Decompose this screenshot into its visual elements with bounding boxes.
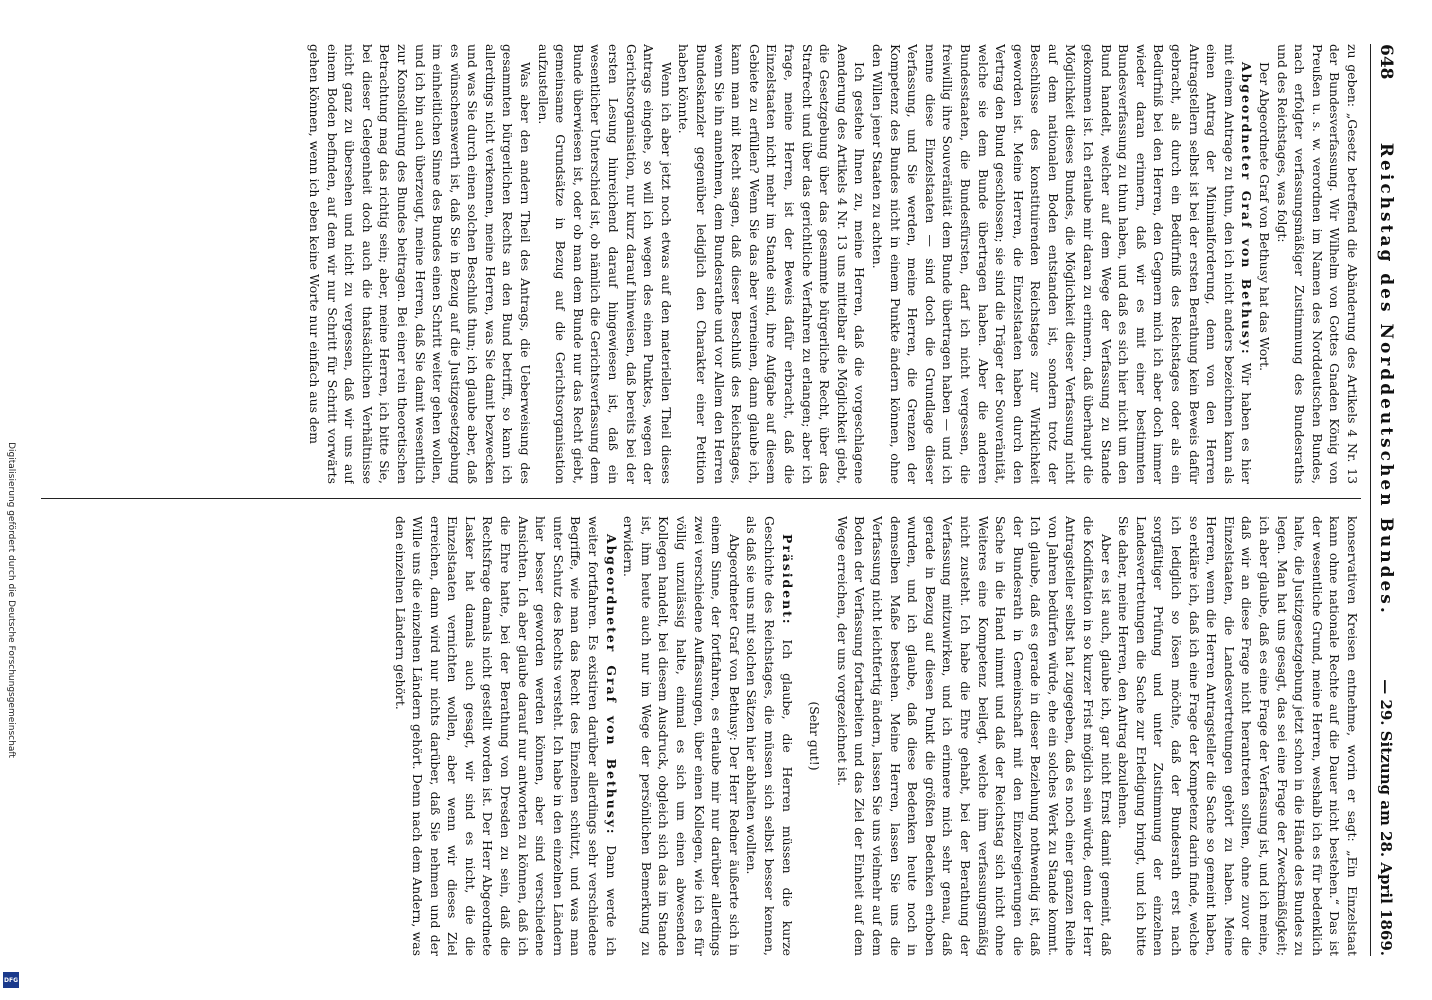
speech-text: Dann werde ich weiter fortfahren. Es existiren darüber allerdings sehr verschiedene Begriffe, wie man das Recht des Einzelnen schützt, und was man unter Schutz des Rechts versteht. Ich habe in den einzelnen Ländern hier besser geworden werden können, aber sind verschiedene Ansichten. Ich aber glaube darauf nur antworten zu können, daß ich die Ehre hatte, bei der Berathung von Dresden zu sein, daß die Rechtsfrage damals nicht gestellt worden ist. Der Herr Abgeordnete Lasker hat damals auch gesagt, wir sind es nicht, die die Einzelstaaten vernichten wollen, aber wenn wir dieses Ziel erreichen, dann wird nur nichts darüber, daß Sie nehmen und der Wille uns die einzelnen Ländern gehört. Denn nach dem Andern, was den einzelnen Ländern gehört.: [392, 516, 619, 956]
paragraph: [868, 44, 1255, 484]
speech-text: Ich glaube, die Herren müssen die kurze Geschichte des Reichstages, die müssen sich selbst besser kennen, als daß sie uns mit solchen Sätzen hier abhalten wollten.: [744, 516, 795, 956]
page-header: [1370, 44, 1401, 956]
paragraph: Ich gestehe Ihnen zu, meine Herren, daß die vorgeschlagene Aenderung des Artikels 4 Nr. 13 uns mittelbar die Möglichkeit giebt, die Gesetzgebung über das gesammte bürgerliche Recht, über das Strafrecht und über das gerichtliche Verfahren zu erlangen; aber ich frage, meine Herren, ist der Beweis dafür erbracht, daß die Einzelstaaten nicht mehr im Stande sind, ihre Aufgabe auf diesem Gebiete zu erfüllen? Wenn Sie das aber verneinen, dann glaube ich, kann man mit Recht sagen, daß dieser Beschluß des Reichstages, wenn Sie ihn annehmen, dem Bundesrathe und vor Allem den Herren Bundeskanzler gegenüber lediglich den Charakter einer Petition haben könnte.: [676, 44, 868, 484]
paragraph: [391, 516, 620, 956]
paragraph: zu geben: „Gesetz betreffend die Abänderung des Artikels 4 Nr. 13 der Bundesverfassung. Wir Wilhelm von Gottes Gnaden König von Preußen u. s. w. verordnen im Namen des Norddeutschen Bundes, nach erfolgter verfassungsmäßiger Zustimmung des Bundesraths und des Reichstages, was folgt:: [1274, 44, 1360, 484]
interjection: (Sehr gut!): [807, 701, 823, 771]
paragraph: Abgeordneter Graf von Bethusy: Der Herr Redner äußerte sich in einem Sinne, der fortfahren, es erlaube mir nur darüber allerdings zwei verschiedene Auffassungen, über einen Kollegen, wie ich es für völlig unzulässig halte, einmal es sich um einen abwesenden Kollegen handelt, bei diesem Ausdruck, obgleich sich das im Stande ist, ihm heute auch nur im Wege der persönlichen Bemerkung zu erwidern.: [621, 516, 742, 956]
dfg-credit-note: Digitalisierung gefördert durch die Deutsche Forschungsgemeinschaft: [6, 442, 16, 758]
speech-text: Wir haben es hier mit einem Antrage zu thun, den ich nicht anders bezeichnen kann als einen Antrag der Minimalforderung, denn von den Herren Antragstellern selbst ist bei der ersten Berathung kein Beweis dafür gebracht, als durch ein Bedürfniß des Reichstages oder als ein Bedürfniß bei den Herren, den Gegnern mich ich aber doch immer wieder daran erinnern, daß wir es mit einer bestimmten Bundesverfassung zu thun haben, und daß es sich hier nicht um den Bund handelt, welcher auf dem Wege der Verfassung zu Stande gekommen ist. Ich erlaube mir daran zu erinnern, daß überhaupt die Möglichkeit dieses Bundes, die Möglichkeit dieser Verfassung nicht auf dem nationalen Boden entstanden ist, sondern trotz der Beschlüsse des konstituirenden Reichstages zur Wirklichkeit geworden ist. Meine Herren, die Einzelstaaten haben durch den Vertrag den Bund geschlossen; sie sind die Träger der Souveränität, welche sie dem Bunde übertragen haben. Aber die anderen Bundesstaaten, die Bundesfürsten, darf ich nicht vergessen, die freiwillig ihre Souveränität dem Bunde übertragen haben — und ich nenne diese Einzelstaaten — sind doch die Grundlage dieser Verfassung, und Sie werden, meine Herren, die Grenzen der Kompetenz des Bundes nicht in einem Punkte ändern können, ohne den Willen jener Staaten zu achten.: [869, 44, 1255, 484]
page-number: 648: [1376, 44, 1396, 80]
speaker-name: Präsident:: [779, 534, 795, 626]
paragraph: Wenn ich aber jetzt noch etwas auf den materiellen Theil dieses Antrags eingehe, so will ich wegen des einen Punktes, wegen der Gerichtsorganisation, nur kurz darauf hinweisen, daß bereits bei der ersten Lesung hinreichend darauf hingewiesen ist, daß ein wesentlicher Unterschied ist, ob nämlich die Gerichtsverfassung dem Bunde überwiesen ist, oder ob man dem Bunde nur das Recht giebt, gemeinsame Grundsätze in Bezug auf die Gerichtsorganisation aufzustellen.: [535, 44, 674, 484]
speaker-name: Abgeordneter Graf von Bethusy:: [603, 534, 619, 836]
paragraph: Der Abgeordnete Graf von Bethusy hat das Wort.: [1257, 62, 1273, 372]
left-column: [41, 44, 1361, 484]
scanned-page: [21, 20, 1411, 980]
speaker-name: Abgeordneter Graf von Bethusy:: [1239, 62, 1255, 356]
paragraph: konservativen Kreisen entnehme, worin er sagt: „Ein Einzelstaat kann ohne nationale Rechte auf die Dauer nicht bestehen.“ Das ist der wesentliche Grund, meine Herren, weshalb ich es für bedenklich halte, die Justizgesetzgebung jetzt schon in die Hände des Bundes zu legen. Man hat uns gesagt, das sei eine Frage der Zweckmäßigkeit; ich aber glaube, daß es eine Frage der Verfassung ist, und ich meine, daß wir an diese Frage nicht herantreten sollten, ohne zuvor die Einzelstaaten, die Landesvertretungen gehört zu haben. Meine Herren, wenn die Herren Antragsteller die Sache so gemeint haben, so erkläre ich, daß ich eine Frage der Kompetenz darin finde, welche ich lediglich so lösen möchte, daß der Bundesrath erst nach sorgfältiger Prüfung und unter Zustimmung der einzelnen Landesvertretungen die Sache zur Erledigung bringt, und ich bitte Sie daher, meine Herren, den Antrag abzulehnen.: [1116, 516, 1360, 956]
running-title: Reichstag des Norddeutschen Bundes.: [1376, 142, 1396, 616]
dfg-logo-icon: DFG: [3, 972, 19, 988]
column-divider: [41, 498, 1361, 499]
paragraph: Was aber den andern Theil des Antrags, die Ueberweisung des gesammten bürgerlichen Rechts an den Bund betrifft, so kann ich allerdings nicht verkennen, meine Herren, was Sie damit bezwecken und was Sie durch einen solchen Beschluß thun; ich glaube aber, daß es wünschenswerth ist, daß Sie in Bezug auf die Justizgesetzgebung im einheitlichen Sinne des Bundes einen Schritt weiter gehen wollen, und ich bin auch überzeugt, meine Herren, daß Sie damit wesentlich zur Konsolidirung des Bundes beitragen. Bei einer rein theoretischen Betrachtung mag das richtig sein; aber, meine Herren, ich bitte Sie, bei dieser Gelegenheit doch auch die thatsächlichen Verhältnisse nicht ganz zu übersehen und nicht zu vergessen, daß wir uns auf einem Boden befinden, auf dem wir nur Schritt für Schritt vorwärts gehen können, wenn ich eben keine Worte nur einfach aus dem: [306, 44, 534, 484]
paragraph: Aber es ist auch, glaube ich, gar nicht Ernst damit gemeint, daß die Kodifikation in so kurzer Frist möglich sein würde, denn der Herr Antragsteller selbst hat zugegeben, daß es noch einer ganzen Reihe von Jahren bedürfen würde, ehe ein solches Werk zu Stande kommt. Ich glaube, daß es gerade in dieser Beziehung nothwendig ist, daß der Bundesrath in Gemeinschaft mit den Einzelregierungen die Sache in die Hand nimmt und daß der Reichstag sich nicht ohne Weiteres eine Kompetenz beilegt, welche ihm verfassungsmäßig nicht zusteht. Ich habe die Ehre gehabt, bei der Berathung der Verfassung mitzuwirken, und ich erinnere mich sehr genau, daß gerade in Bezug auf diesen Punkt die größten Bedenken erhoben wurden, und ich glaube, daß diese Bedenken heute noch in demselben Maße bestehen. Meine Herren, lassen Sie uns die Verfassung nicht leichtfertig ändern, lassen Sie uns vielmehr auf dem Boden der Verfassung fortarbeiten und das Ziel der Einheit auf dem Wege erreichen, der uns vorgezeichnet ist.: [834, 516, 1114, 956]
right-column: [41, 516, 1361, 956]
side-strip: [0, 0, 22, 1000]
paragraph: [743, 516, 796, 956]
session-date: — 29. Sitzung am 28. April 1869.: [1377, 679, 1395, 956]
